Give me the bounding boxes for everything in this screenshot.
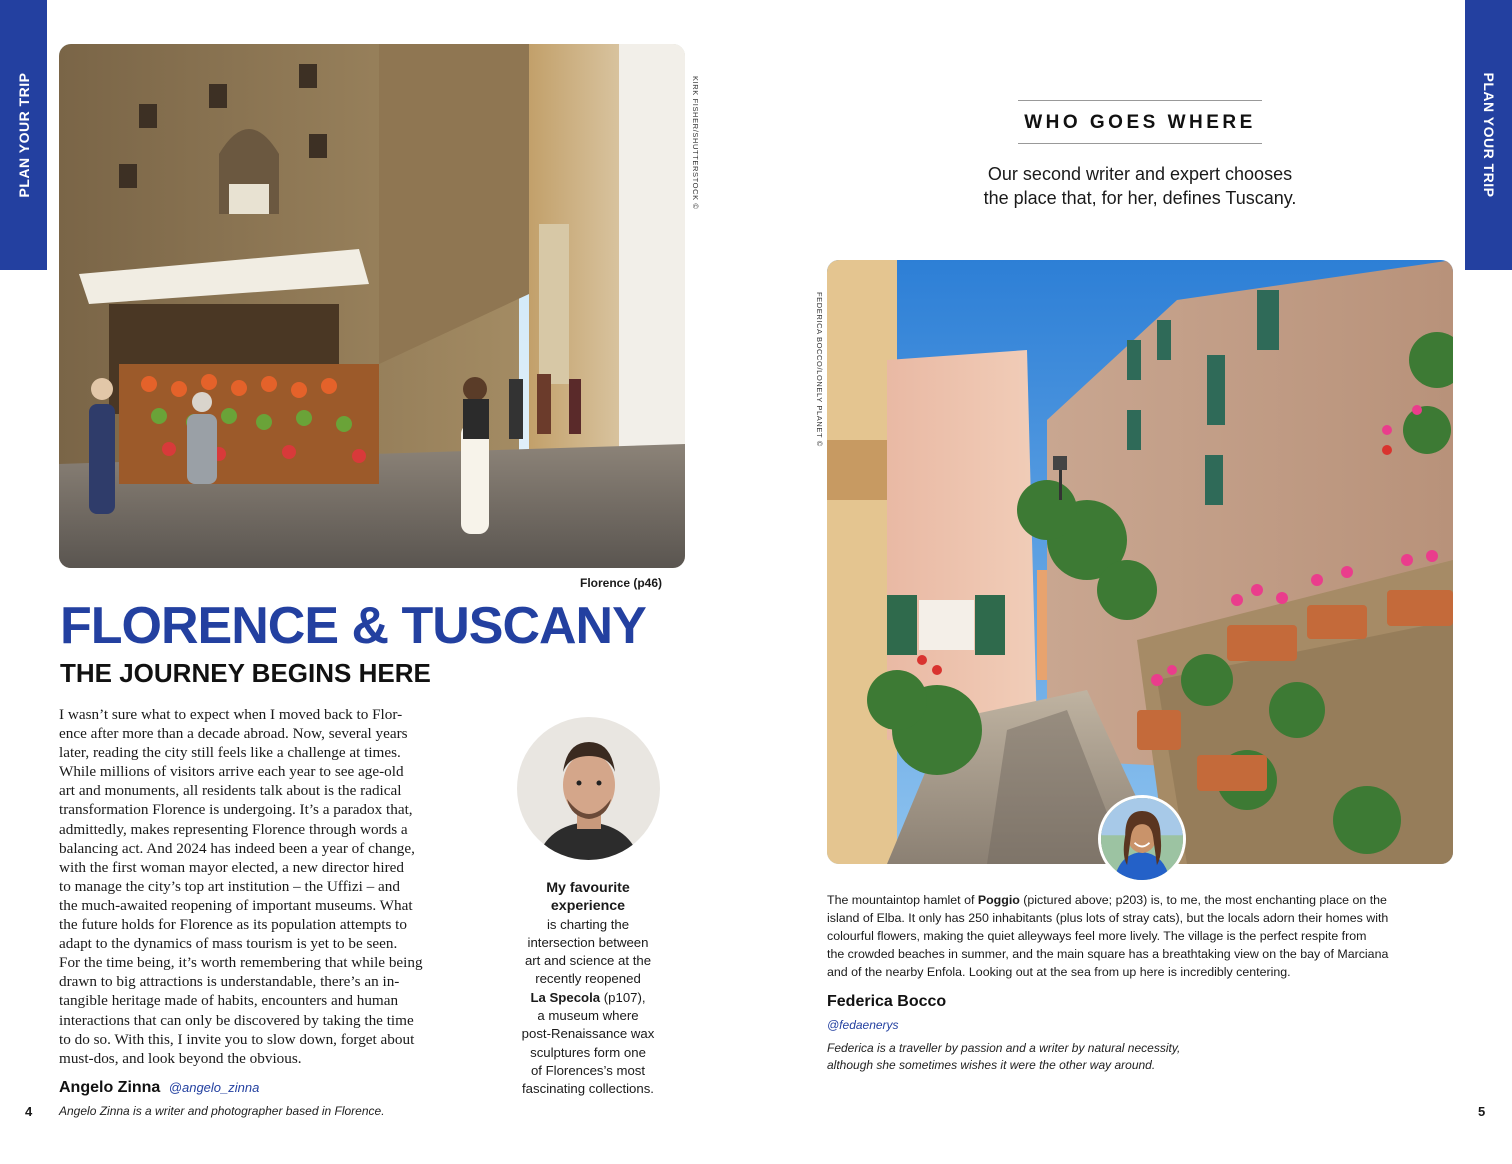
- bio-line: although she sometimes wishes it were the other way around.: [827, 1058, 1156, 1072]
- author-handle[interactable]: @fedaenerys: [827, 1018, 899, 1032]
- favourite-line: a museum where: [537, 1008, 639, 1024]
- body-line: to manage the city’s top art institution – the Uffizi – and: [59, 877, 400, 895]
- photo-credit: FEDERICA BOCCO/LONELY PLANET ©: [815, 292, 824, 447]
- body-line: I wasn’t sure what to expect when I moved back to Flor-: [59, 706, 403, 723]
- favourite-line: of Florences’s most: [530, 1062, 646, 1078]
- destination-body: [827, 891, 1457, 981]
- favourite-place: La Specola: [530, 989, 601, 1005]
- page-subhead: THE JOURNEY BEGINS HERE: [60, 658, 431, 688]
- body-line: and of the nearby Enfola. Looking out at the sea from up here is incredibly centering.: [827, 965, 1291, 980]
- place-name: Poggio: [977, 893, 1020, 907]
- section-tab-left: [0, 0, 47, 270]
- photo-credit: KIRK FISHER/SHUTTERSTOCK ©: [691, 76, 700, 210]
- favourite-experience: [506, 879, 670, 1099]
- body-line: ence after more than a decade abroad. Now, several years: [59, 725, 408, 743]
- photo-caption: Florence (p46): [580, 576, 663, 590]
- body-line: While millions of visitors arrive each year to see age-old: [59, 763, 404, 781]
- body-line: must-dos, and look beyond the obvious.: [59, 1049, 302, 1067]
- favourite-line: is charting the: [546, 916, 630, 932]
- author-bio: Angelo Zinna is a writer and photographer based in Florence.: [59, 1104, 385, 1118]
- page-number: 5: [1478, 1104, 1486, 1119]
- body-line: the much-awaited reopening of important museums. What: [59, 896, 413, 914]
- page-number: 4: [25, 1104, 33, 1119]
- body-line: island of Elba. It only has 250 inhabitants (plus lots of stray cats), but the locals adorn their homes with: [827, 911, 1389, 926]
- favourite-title: My favourite: [546, 880, 630, 896]
- body-line: transformation Florence is undergoing. It’s a paradox that,: [59, 801, 413, 819]
- body-line: admittedly, makes representing Florence through words a: [59, 820, 408, 838]
- author-avatar: [1098, 795, 1186, 883]
- section-tab-right: [1465, 0, 1512, 270]
- body-line: tangible heritage made of habits, encounters and human: [59, 992, 399, 1010]
- body-line: the future holds for Florence as its population attempts to: [59, 916, 407, 934]
- florence-street-photo: [59, 44, 685, 568]
- body-line: drawn to big attractions is understandable, there’s an in-: [59, 973, 400, 991]
- intro-line: the place that, for her, defines Tuscany.: [983, 188, 1297, 208]
- body-line: to do so. With this, I invite you to slow down, forget about: [59, 1030, 415, 1048]
- body-line: adapt to the dynamics of mass tourism is yet to be seen.: [59, 935, 398, 953]
- favourite-line: intersection between: [527, 934, 649, 950]
- author-avatar: [517, 717, 660, 860]
- section-rule-top: [1018, 100, 1262, 101]
- section-tab-label: PLAN YOUR TRIP: [15, 72, 32, 198]
- body-line: The mountaintop hamlet of Poggio (pictured above; p203) is, to me, the most enchanting place on the: [827, 893, 1387, 907]
- intro-body: [59, 705, 468, 1068]
- section-rule-bottom: [1018, 143, 1262, 144]
- body-line: the crowded beaches in summer, and the main square has a breathtaking view on the bay of Marciana: [827, 947, 1389, 962]
- favourite-line: fascinating collections.: [522, 1081, 654, 1097]
- favourite-title: experience: [550, 898, 626, 915]
- favourite-line: [506, 989, 670, 1007]
- favourite-place-ref: (p107),: [600, 989, 646, 1005]
- poggio-alley-photo: [827, 260, 1453, 864]
- favourite-line: post-Renaissance wax: [521, 1026, 655, 1042]
- author-line: [59, 1079, 259, 1097]
- body-line: interactions that can only be discovered by taking the time: [59, 1011, 414, 1029]
- section-title: WHO GOES WHERE: [1024, 112, 1256, 133]
- body-line: balancing act. And 2024 has indeed been a year of change,: [59, 839, 415, 857]
- author-name: Federica Bocco: [827, 993, 947, 1010]
- section-tab-label: PLAN YOUR TRIP: [1480, 72, 1497, 198]
- bio-line: Federica is a traveller by passion and a writer by natural necessity,: [827, 1041, 1181, 1055]
- author-name: Angelo Zinna: [59, 1079, 161, 1096]
- page-headline: FLORENCE & TUSCANY: [60, 597, 646, 655]
- body-line: art and monuments, all residents talk about is the radical: [59, 782, 402, 800]
- favourite-line: recently reopened: [535, 971, 641, 987]
- body-line: later, reading the city still feels like a challenge at times.: [59, 744, 401, 762]
- body-line: colourful flowers, making the quiet alleyways feel more lively. The village is the perfect respite from: [827, 929, 1367, 944]
- body-line: with the first woman mayor elected, a new director hired: [59, 858, 404, 876]
- favourite-line: art and science at the: [524, 953, 652, 969]
- body-line: For the time being, it’s worth remembering that while being: [59, 954, 423, 972]
- favourite-line: sculptures form one: [530, 1044, 646, 1060]
- author-bio: [827, 1040, 1180, 1074]
- author-handle[interactable]: @angelo_zinna: [168, 1080, 260, 1095]
- intro-line: Our second writer and expert chooses: [987, 164, 1293, 184]
- section-intro: [930, 162, 1350, 210]
